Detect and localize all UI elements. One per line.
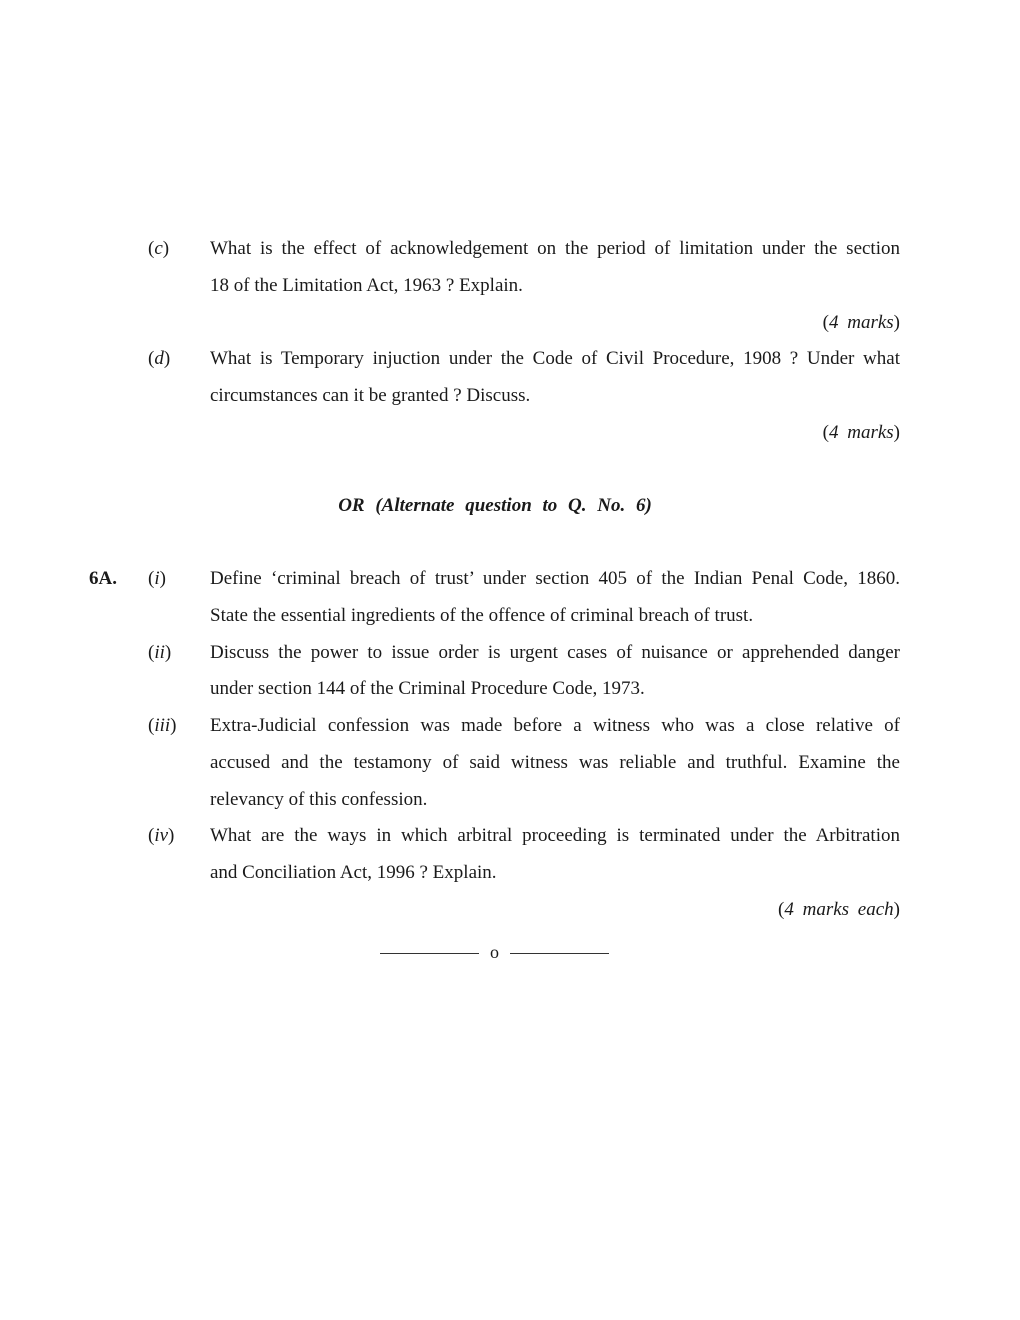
item-d-line-1: What is Temporary injuction under the Code of Civil Procedure, 1908 ? Under what xyxy=(210,348,900,369)
part-iii-line-1: Extra-Judicial confession was made before a witness who was a close relative of xyxy=(210,715,900,736)
end-rule-right xyxy=(510,953,609,954)
part-ii-line-2: under section 144 of the Criminal Procedure Code, 1973. xyxy=(210,678,645,699)
item-c-marks-text: 4 marks xyxy=(828,312,894,333)
part-iv-line-2: and Conciliation Act, 1996 ? Explain. xyxy=(210,862,497,883)
item-d-letter: d xyxy=(154,348,164,369)
part-ii-line-1: Discuss the power to issue order is urgent cases of nuisance or apprehended danger xyxy=(210,642,900,663)
item-c-line-2: 18 of the Limitation Act, 1963 ? Explain. xyxy=(210,275,523,296)
question-6a-marks: (4 marks each) xyxy=(778,899,900,920)
part-iii-label: (iii) xyxy=(148,715,177,736)
part-iii-line-2: accused and the testamony of said witness was reliable and truthful. Examine the xyxy=(210,752,900,773)
part-i-label: (i) xyxy=(148,568,166,589)
item-d-label: (d) xyxy=(148,348,171,369)
question-6a-number: 6A. xyxy=(89,568,117,589)
part-iv-letter: iv xyxy=(154,825,169,846)
question-6a-marks-text: 4 marks each xyxy=(784,899,894,920)
item-d-line-2: circumstances can it be granted ? Discuss. xyxy=(210,385,531,406)
item-c-label: (c) xyxy=(148,238,170,259)
item-c-letter: c xyxy=(154,238,163,259)
end-mark: o xyxy=(490,942,499,962)
item-d-marks: (4 marks) xyxy=(822,422,900,443)
item-c-line-1: What is the effect of acknowledgement on the period of limitation under the section xyxy=(210,238,900,259)
part-iii-letter: iii xyxy=(154,715,171,736)
item-c-marks: (4 marks) xyxy=(822,312,900,333)
part-iii-line-3: relevancy of this confession. xyxy=(210,789,428,810)
part-iv-label: (iv) xyxy=(148,825,175,846)
part-i-line-1: Define ‘criminal breach of trust’ under section 405 of the Indian Penal Code, 1860. xyxy=(210,568,900,589)
end-rule-left xyxy=(380,953,479,954)
part-ii-letter: ii xyxy=(154,642,165,663)
part-ii-label: (ii) xyxy=(148,642,172,663)
item-d-marks-text: 4 marks xyxy=(828,422,894,443)
part-i-line-2: State the essential ingredients of the offence of criminal breach of trust. xyxy=(210,605,754,626)
part-iv-line-1: What are the ways in which arbitral proceeding is terminated under the Arbitration xyxy=(210,825,900,846)
alternate-question-heading: OR (Alternate question to Q. No. 6) xyxy=(338,495,652,516)
part-i-letter: i xyxy=(154,568,160,589)
